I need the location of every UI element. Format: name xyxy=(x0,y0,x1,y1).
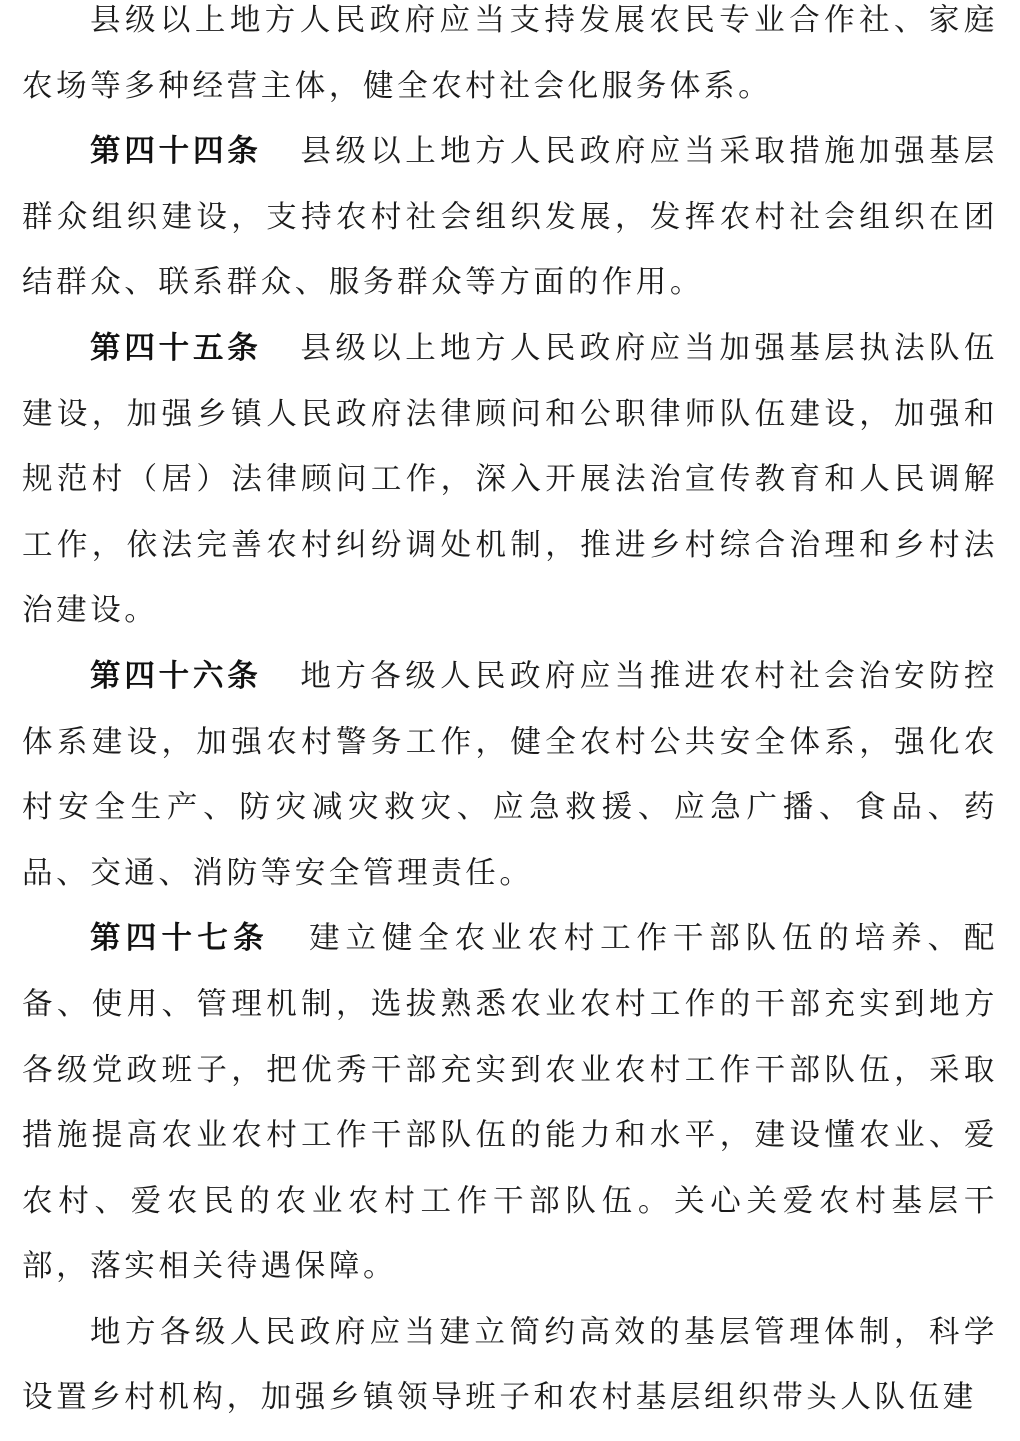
document-page xyxy=(22,0,998,1431)
article-number: 第四十七条 xyxy=(90,921,269,957)
article-45 xyxy=(22,316,998,644)
paragraph-1 xyxy=(22,0,998,119)
article-number: 第四十四条 xyxy=(90,134,262,170)
article-text: 地方各级人民政府应当推进农村社会治安防控体系建设，加强农村警务工作，健全农村公共安全体系，强化农村安全生产、防灾减灾救灾、应急救援、应急广播、食品、药品、交通、消防等安全管理责任。 xyxy=(22,658,999,891)
article-number: 第四十六条 xyxy=(90,658,262,694)
article-46 xyxy=(22,644,998,906)
article-44 xyxy=(22,119,998,316)
article-number: 第四十五条 xyxy=(90,330,262,366)
article-text: 建立健全农业农村工作干部队伍的培养、配备、使用、管理机制，选拔熟悉农业农村工作的干部充实到地方各级党政班子，把优秀干部充实到农业农村工作干部队伍，采取措施提高农业农村工作干部队伍的能力和水平，建设懂农业、爱农村、爱农民的农业农村工作干部队伍。关心关爱农村基层干部，落实相关待遇保障。 xyxy=(22,921,998,1285)
paragraph-text: 地方各级人民政府应当建立简约高效的基层管理体制，科学设置乡村机构，加强乡镇领导班子和农村基层组织带头人队伍建 xyxy=(22,1314,998,1416)
article-text: 县级以上地方人民政府应当加强基层执法队伍建设，加强乡镇人民政府法律顾问和公职律师队伍建设，加强和规范村（居）法律顾问工作，深入开展法治宣传教育和人民调解工作，依法完善农村纠纷调处机制，推进乡村综合治理和乡村法治建设。 xyxy=(22,330,999,629)
paragraph-last xyxy=(22,1300,998,1431)
article-47 xyxy=(22,906,998,1300)
paragraph-text: 县级以上地方人民政府应当支持发展农民专业合作社、家庭农场等多种经营主体，健全农村社会化服务体系。 xyxy=(22,3,998,104)
article-text: 县级以上地方人民政府应当采取措施加强基层群众组织建设，支持农村社会组织发展，发挥农村社会组织在团结群众、联系群众、服务群众等方面的作用。 xyxy=(22,134,999,301)
